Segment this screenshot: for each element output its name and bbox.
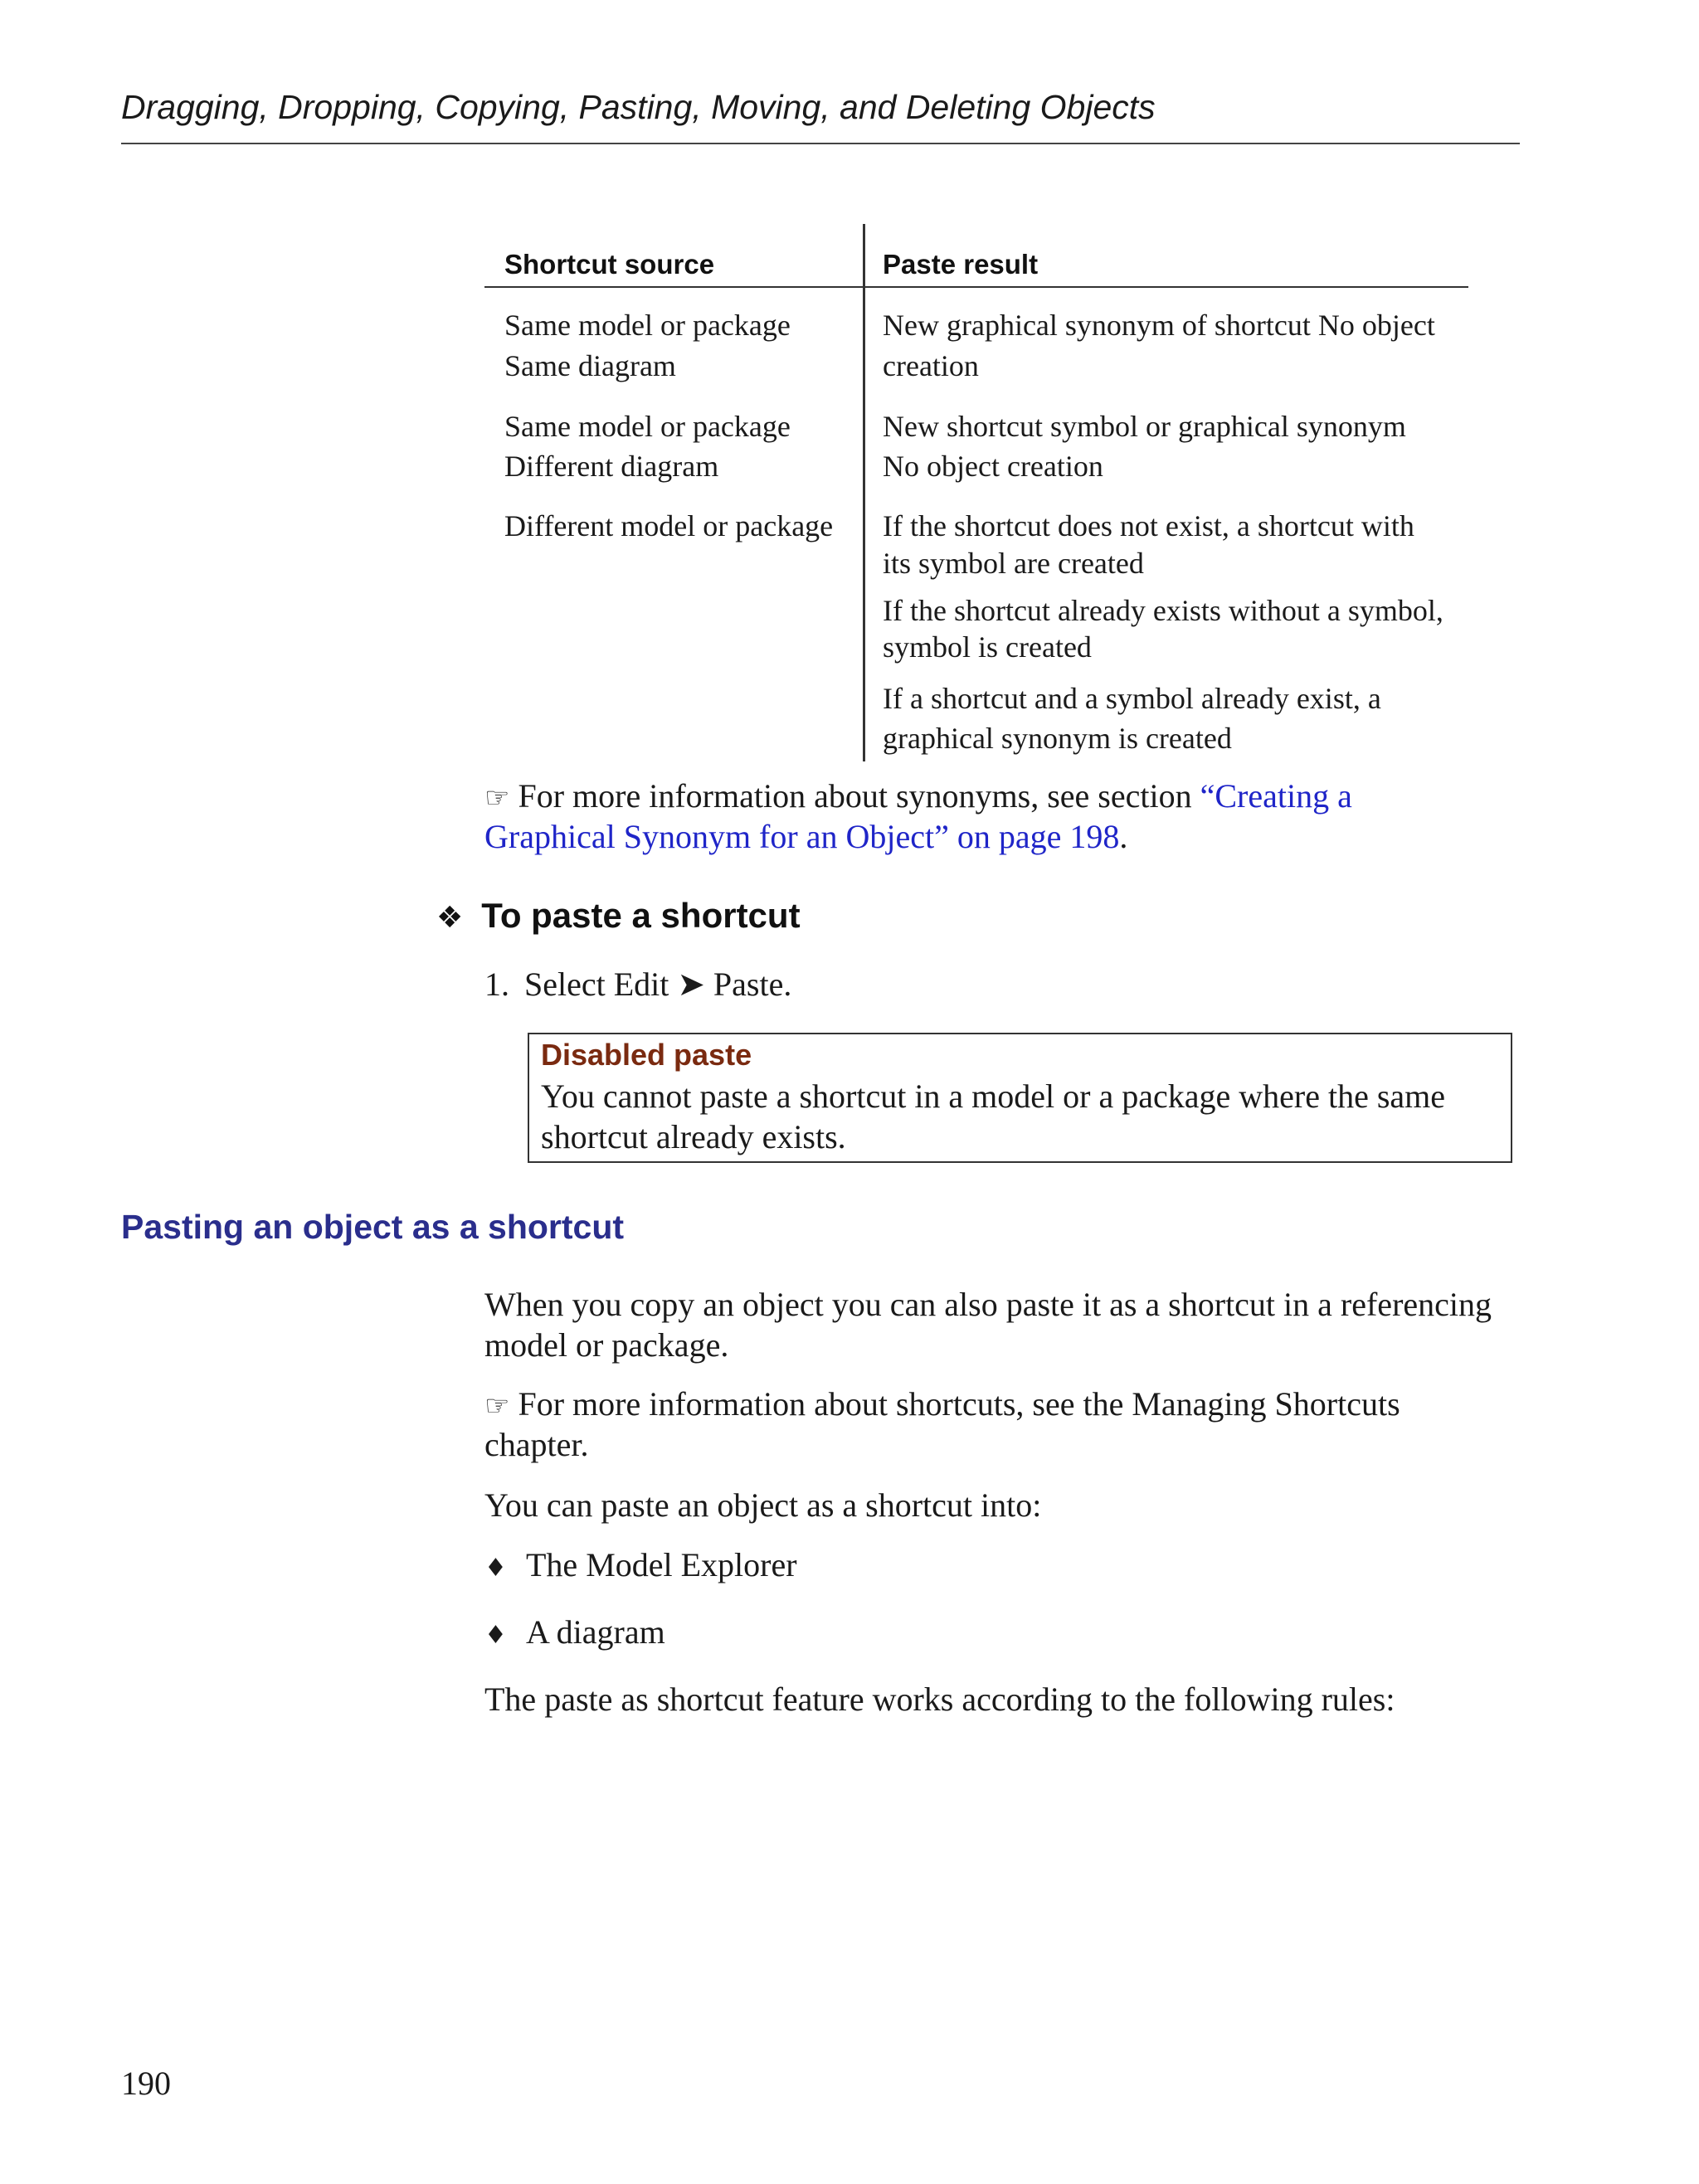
note-title: Disabled paste bbox=[541, 1038, 752, 1072]
table-header-result: Paste result bbox=[883, 249, 1039, 280]
table-cell: New shortcut symbol or graphical synonym bbox=[883, 410, 1406, 443]
paragraph: The paste as shortcut feature works according to the following rules: bbox=[484, 1681, 1395, 1718]
list-item bbox=[484, 1612, 665, 1656]
table-cell: Same model or package bbox=[504, 309, 791, 342]
shortcuts-reference bbox=[484, 1384, 1400, 1427]
table-cell: No object creation bbox=[883, 450, 1103, 483]
reference-text: For more information about shortcuts, see the Managing Shortcuts bbox=[518, 1385, 1400, 1423]
table-cell: symbol is created bbox=[883, 630, 1092, 664]
running-header: Dragging, Dropping, Copying, Pasting, Moving, and Deleting Objects bbox=[121, 88, 1156, 126]
table-cell: graphical synonym is created bbox=[883, 722, 1232, 755]
header-rule bbox=[121, 143, 1520, 144]
paragraph: model or package. bbox=[484, 1326, 729, 1364]
synonym-reference bbox=[484, 776, 1352, 819]
table-header-source: Shortcut source bbox=[504, 249, 715, 280]
table-cell: Same model or package bbox=[504, 410, 791, 443]
pointing-hand-icon: ☞ bbox=[484, 781, 510, 815]
step-number: 1. bbox=[484, 966, 509, 1003]
table-cell: Different diagram bbox=[504, 450, 719, 483]
table-cell: New graphical synonym of shortcut No object bbox=[883, 309, 1435, 342]
table-cell: Different model or package bbox=[504, 509, 834, 542]
table-cell: Same diagram bbox=[504, 349, 676, 382]
table-cell: If the shortcut does not exist, a shortcut with bbox=[883, 509, 1414, 542]
table-cell: If a shortcut and a symbol already exist, a bbox=[883, 682, 1381, 715]
paragraph: When you copy an object you can also paste it as a shortcut in a referencing bbox=[484, 1286, 1492, 1323]
reference-text: For more information about synonyms, see section bbox=[518, 777, 1200, 815]
procedure-title: To paste a shortcut bbox=[481, 896, 801, 935]
list-item-text: A diagram bbox=[526, 1613, 665, 1651]
procedure-marker-icon: ❖ bbox=[436, 901, 464, 935]
note-box bbox=[528, 1033, 1512, 1163]
list-item bbox=[484, 1544, 797, 1588]
table-cell: creation bbox=[883, 349, 979, 382]
synonym-reference-line2 bbox=[484, 816, 1127, 857]
table-header-rule bbox=[484, 286, 1468, 288]
note-text: You cannot paste a shortcut in a model or a package where the same shortcut already exists. bbox=[541, 1077, 1446, 1155]
list-item-text: The Model Explorer bbox=[526, 1546, 797, 1583]
page-number: 190 bbox=[121, 2065, 171, 2102]
shortcuts-reference-line2: chapter. bbox=[484, 1426, 589, 1463]
bullet-icon: ♦ bbox=[484, 1554, 507, 1583]
table-column-divider bbox=[863, 224, 865, 761]
paragraph: You can paste an object as a shortcut into: bbox=[484, 1486, 1042, 1524]
reference-period: . bbox=[1119, 818, 1128, 855]
bullet-icon: ♦ bbox=[484, 1621, 507, 1650]
table-cell: its symbol are created bbox=[883, 547, 1144, 580]
step-text: Select Edit ➤ Paste. bbox=[524, 966, 792, 1003]
synonym-link[interactable]: Graphical Synonym for an Object” on page 198 bbox=[484, 818, 1120, 855]
section-heading: Pasting an object as a shortcut bbox=[121, 1208, 625, 1246]
procedure-heading bbox=[436, 896, 801, 936]
table-cell: If the shortcut already exists without a symbol, bbox=[883, 594, 1443, 627]
procedure-step bbox=[484, 964, 791, 1004]
pointing-hand-icon: ☞ bbox=[484, 1389, 510, 1423]
synonym-link-start[interactable]: “Creating a bbox=[1200, 777, 1352, 815]
